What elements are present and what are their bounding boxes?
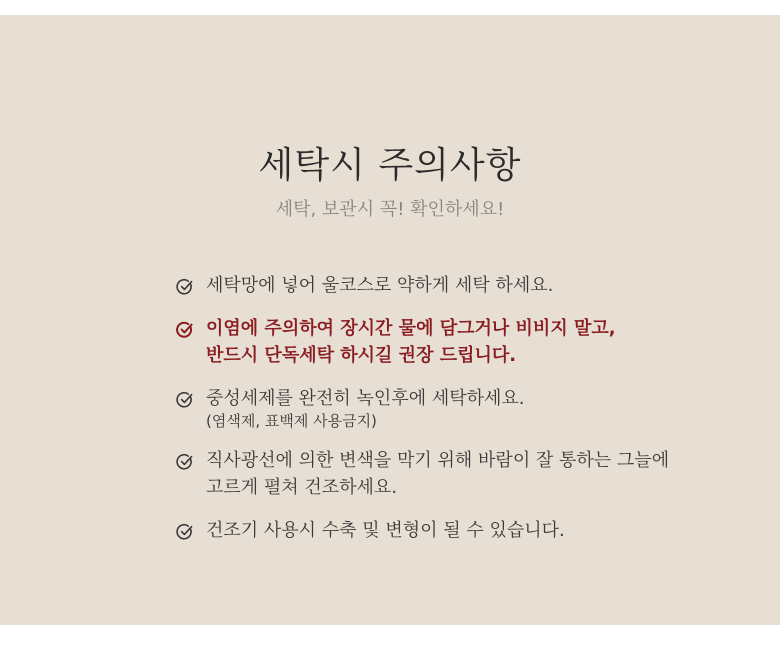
list-item (176, 447, 696, 501)
check-circle-icon (176, 321, 194, 339)
item-text: 중성세제를 완전히 녹인후에 세탁하세요. (206, 388, 525, 409)
check-circle-icon (176, 523, 194, 541)
item-text: 고르게 펼쳐 건조하세요. (206, 477, 398, 498)
check-circle-icon (176, 278, 194, 296)
check-circle-icon (176, 391, 194, 409)
item-text: 이염에 주의하여 장시간 물에 담그거나 비비지 말고, (206, 318, 616, 339)
list-item (176, 517, 696, 544)
item-text: 반드시 단독세탁 하시길 권장 드립니다. (206, 345, 517, 366)
item-note: (염색제, 표백제 사용금지) (206, 412, 377, 430)
list-item-warning (176, 315, 696, 369)
item-text: 건조기 사용시 수축 및 변형이 될 수 있습니다. (206, 520, 565, 541)
item-text: 직사광선에 의한 변색을 막기 위해 바람이 잘 통하는 그늘에 (206, 450, 670, 471)
item-text: 세탁망에 넣어 울코스로 약하게 세탁 하세요. (206, 275, 554, 296)
page-title: 세탁시 주의사항 (258, 145, 522, 186)
page-subtitle: 세탁, 보관시 꼭! 확인하세요! (275, 199, 505, 220)
list-item (176, 385, 696, 431)
list-item (176, 272, 696, 299)
care-instructions-list (176, 272, 696, 560)
check-circle-icon (176, 453, 194, 471)
